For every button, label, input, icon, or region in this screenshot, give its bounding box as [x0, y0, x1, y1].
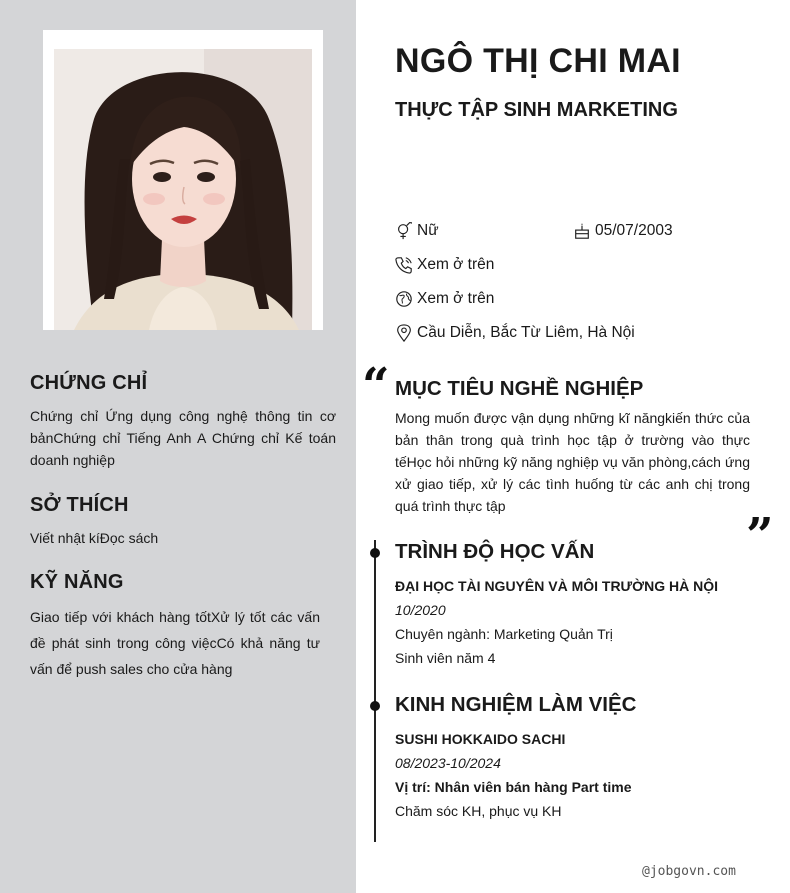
skills-text: Giao tiếp với khách hàng tốtXử lý tốt các vấn đề phát sinh trong công việcCó khả năng tư vấn để push sales cho cửa hàng: [30, 609, 320, 677]
timeline-line: [374, 540, 376, 842]
email-info: [395, 290, 494, 308]
gender-info: [395, 222, 439, 240]
hobbies-text: Viết nhật kíĐọc sách: [30, 530, 159, 546]
skills-title: KỸ NĂNG: [30, 571, 124, 593]
skills-section: [30, 571, 320, 682]
certificates-text: Chứng chỉ Ứng dụng công nghệ thông tin cơ bảnChứng chỉ Tiếng Anh A Chứng chỉ Kế toán doanh nghiệp: [30, 408, 336, 468]
watermark: @jobgovn.com: [642, 864, 736, 879]
phone-info: [395, 256, 494, 274]
phone-icon: [395, 256, 413, 274]
email-value: Xem ở trên: [417, 290, 495, 307]
hobbies-section: [30, 494, 336, 549]
profile-photo-frame: [43, 30, 323, 330]
quote-close-icon: ”: [746, 508, 774, 564]
portrait-illustration: [54, 49, 312, 330]
experience-position: Vị trí: Nhân viên bán hàng Part time: [395, 779, 632, 795]
education-date: 10/2020: [395, 602, 446, 618]
timeline-dot-experience: [370, 701, 380, 711]
education-major: Chuyên ngành: Marketing Quản Trị: [395, 626, 613, 642]
education-year: Sinh viên năm 4: [395, 650, 496, 666]
candidate-role: THỰC TẬP SINH MARKETING: [395, 99, 678, 121]
address-value: Cầu Diễn, Bắc Từ Liêm, Hà Nội: [417, 324, 635, 341]
profile-photo: [54, 49, 312, 330]
timeline-dot-education: [370, 548, 380, 558]
gender-value: Nữ: [417, 222, 439, 239]
experience-desc: Chăm sóc KH, phục vụ KH: [395, 803, 562, 819]
experience-date: 08/2023-10/2024: [395, 755, 501, 771]
education-title: TRÌNH ĐỘ HỌC VẤN: [395, 540, 595, 563]
map-pin-icon: [395, 324, 413, 342]
birthday-value: 05/07/2003: [595, 222, 673, 239]
objective-text: Mong muốn được vận dụng những kĩ năngkiến thức của bản thân trong quà trình học tập ở trường vào thực tếHọc hỏi những kỹ năng nghiệp vụ văn phòng,cách ứng xử giao tiếp, xử lý các tình huống từ các anh chị trong quá trình thực tập: [395, 410, 750, 514]
globe-icon: [395, 290, 413, 308]
experience-title: KINH NGHIỆM LÀM VIỆC: [395, 693, 637, 716]
quote-open-icon: “: [362, 358, 390, 414]
candidate-name: NGÔ THỊ CHI MAI: [395, 42, 681, 80]
cake-icon: [573, 222, 591, 240]
certificates-section: [30, 372, 336, 471]
certificates-title: CHỨNG CHỈ: [30, 372, 148, 394]
objective-title: MỤC TIÊU NGHỀ NGHIỆP: [395, 377, 644, 400]
hobbies-title: SỞ THÍCH: [30, 494, 129, 516]
education-school: ĐẠI HỌC TÀI NGUYÊN VÀ MÔI TRƯỜNG HÀ NỘI: [395, 578, 719, 594]
experience-company: SUSHI HOKKAIDO SACHI: [395, 731, 566, 747]
phone-value: Xem ở trên: [417, 256, 495, 273]
gender-icon: [395, 222, 413, 240]
sidebar: [0, 0, 356, 893]
address-info: [395, 324, 635, 342]
birthday-info: [573, 222, 673, 240]
